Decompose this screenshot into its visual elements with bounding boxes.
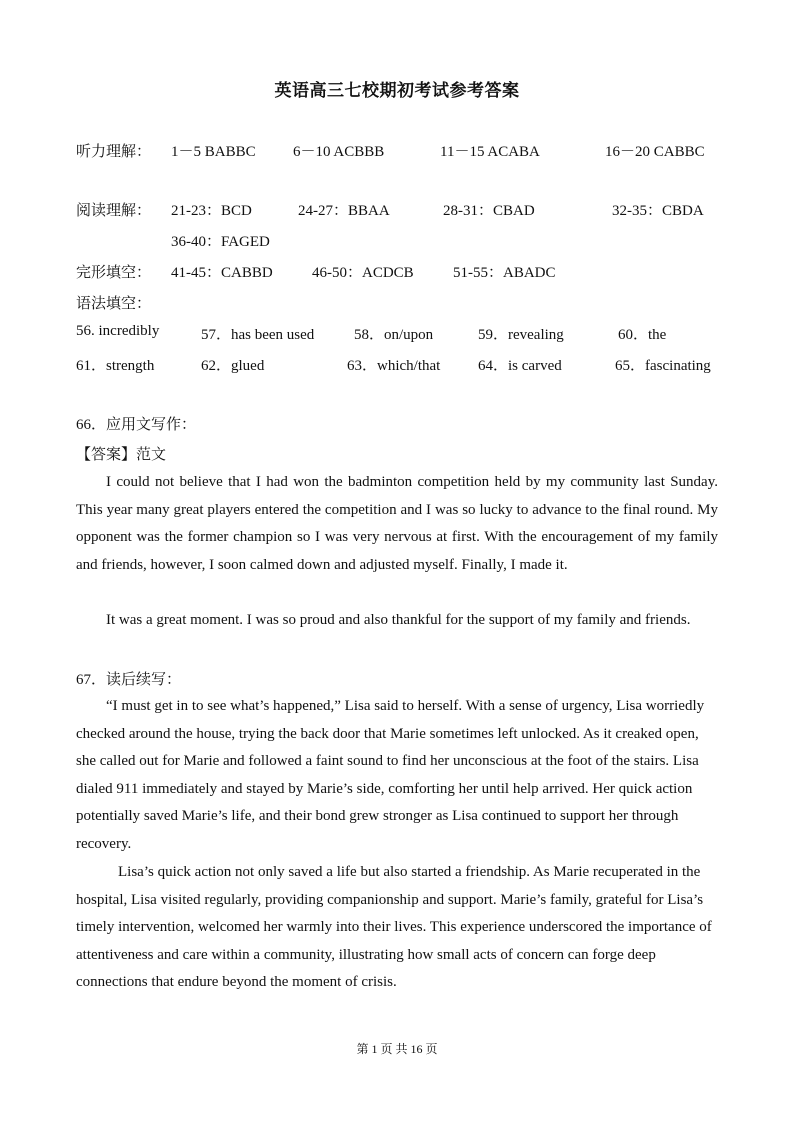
continuation-paragraph	[76, 693, 718, 858]
listening-label: 听力理解：	[76, 144, 152, 160]
listening-answer: 11－15 ACABA	[440, 144, 540, 160]
listening-answer: 1－5 BABBC	[171, 144, 256, 160]
page-footer: 第 1 页 共 16 页	[356, 1042, 438, 1056]
grammar-answer: 59．revealing	[478, 327, 564, 343]
grammar-answer: 62．glued	[201, 358, 265, 374]
grammar-answer: 65．fascinating	[615, 358, 711, 374]
reading-label: 阅读理解：	[76, 203, 152, 219]
grammar-answer: 61．strength	[76, 358, 155, 374]
sample-paragraph	[76, 607, 718, 635]
writing66-heading: 66．应用文写作：	[76, 417, 197, 433]
listening-answer: 6－10 ACBBB	[293, 144, 385, 160]
answer-label: 【答案】范文	[76, 447, 167, 463]
paragraph-text: “I must get in to see what’s happened,” Lisa said to herself. With a sense of urgency, Lisa worriedly checked around the house, trying the back door that Marie sometimes left unlocked. As it creaked open, she called out for Marie and followed a faint sound to find her unconscious at the foot of the stairs. Lisa dialed 911 immediately and stayed by Marie’s side, comforting her until help arrived. Her quick action potentially saved Marie’s life, and their bond grew stronger as Lisa continued to support her through recovery.	[76, 698, 705, 852]
paragraph-text: Lisa’s quick action not only saved a life but also started a friendship. As Marie recuperated in the hospital, Lisa visited regularly, providing companionship and support. Marie’s family, grateful for Lisa’s timely intervention, welcomed her warmly into their lives. This experience underscored the importance of attentiveness and care within a community, illustrating how small acts of concern can forge deep connections that endure beyond the moment of crisis.	[76, 864, 712, 990]
cloze-answer: 46-50：ACDCB	[312, 265, 414, 281]
page-title: 英语高三七校期初考试参考答案	[274, 81, 520, 100]
paragraph-text: I could not believe that I had won the badminton competition held by my community last Sunday. This year many great players entered the competition and I was so lucky to advance to the final round. My opponent was the former champion so I was very nervous at first. With the encouragement of my family and friends, however, I soon calmed down and adjusted myself. Finally, I made it.	[76, 474, 718, 573]
continuation-paragraph	[76, 859, 718, 997]
grammar-label: 语法填空：	[76, 296, 152, 312]
grammar-answer: 63．which/that	[347, 358, 441, 374]
grammar-answer: 57．has been used	[201, 327, 315, 343]
sample-paragraph	[76, 469, 718, 579]
reading-answer: 28-31：CBAD	[443, 203, 535, 219]
grammar-answer: 56. incredibly	[76, 323, 160, 339]
grammar-answer: 60．the	[618, 327, 667, 343]
paragraph-text: It was a great moment. I was so proud and also thankful for the support of my family and friends.	[106, 612, 691, 628]
writing67-heading: 67．读后续写：	[76, 672, 182, 688]
reading-answer: 21-23：BCD	[171, 203, 252, 219]
grammar-answer: 58．on/upon	[354, 327, 434, 343]
listening-answer: 16－20 CABBC	[605, 144, 705, 160]
cloze-answer: 41-45：CABBD	[171, 265, 273, 281]
reading-answer: 36-40：FAGED	[171, 234, 270, 250]
cloze-answer: 51-55：ABADC	[453, 265, 556, 281]
grammar-answer: 64．is carved	[478, 358, 562, 374]
reading-answer: 24-27：BBAA	[298, 203, 390, 219]
cloze-label: 完形填空：	[76, 265, 152, 281]
reading-answer: 32-35：CBDA	[612, 203, 704, 219]
